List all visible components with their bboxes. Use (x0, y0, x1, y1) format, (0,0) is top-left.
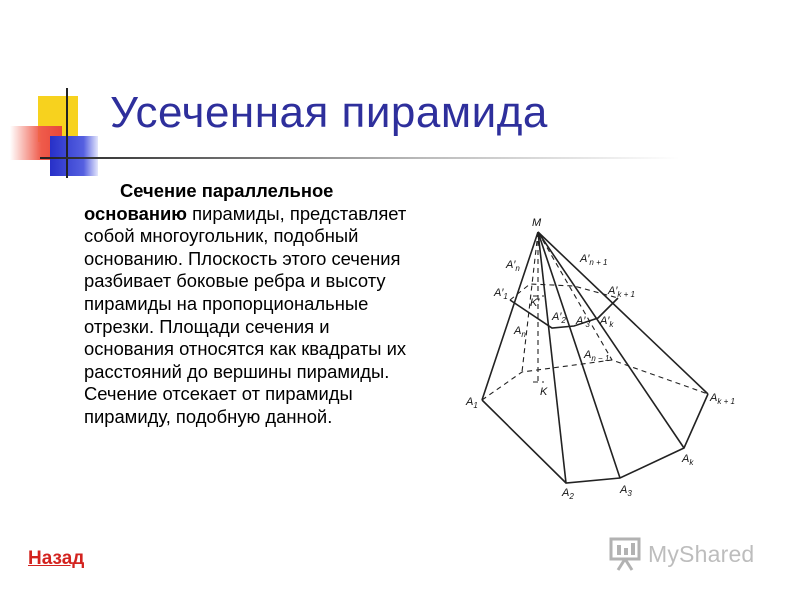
label-k-prime: K′ (530, 297, 540, 309)
pyramid-base-hidden-edge (482, 360, 708, 400)
label-an-minus1: $A_{n - 1}$ (584, 349, 610, 363)
watermark-text: MyShared (648, 541, 755, 567)
label-ak1-prime: $A'_{k + 1}$ (608, 285, 635, 299)
frustum-pyramid-diagram (440, 200, 770, 510)
label-a2: $A_2$ (562, 487, 574, 501)
label-a3-prime: $A'_3$ (576, 315, 590, 329)
label-a1-prime: $A'_1$ (494, 287, 508, 301)
lateral-edge-a2 (538, 232, 566, 483)
label-an: $A_n$ (514, 325, 526, 339)
body-rest-text: пирамиды, представляет собой многоугольник, подобный основанию. Плоскость этого сечения разбивает боковые ребра и высоту пирамиды на пропорциональные отрезки. Площади сечения и основания относятся как квадраты их расстояний до вершины пирамиды. Сечение отсекает от пирамиды пирамиду, подобную данной. (84, 202, 407, 427)
back-link[interactable]: Назад (28, 548, 85, 569)
slide-title: Усеченная пирамида (110, 88, 548, 137)
label-a2-prime: $A'_2$ (552, 311, 566, 325)
pyramid-base-edge (482, 394, 708, 483)
presentation-board-icon (608, 536, 644, 572)
label-an-prime: $A'_n$ (506, 259, 520, 273)
label-m: M (532, 217, 542, 229)
slide-body-text (84, 180, 414, 429)
label-a1: $A_1$ (466, 396, 478, 410)
label-an1-prime: $A'_{n + 1}$ (580, 253, 608, 267)
title-underline (40, 157, 680, 159)
lateral-edge-ak (538, 232, 684, 448)
label-ak-prime: $A'_k$ (600, 315, 614, 329)
decor-vertical-line (66, 88, 68, 178)
lateral-edge-ak1 (538, 232, 708, 394)
label-ak1: $A_{k + 1}$ (710, 392, 735, 406)
label-ak: $A_k$ (682, 453, 694, 467)
myshared-watermark (606, 534, 766, 574)
label-a3: $A_3$ (620, 484, 632, 498)
lateral-edge-a1 (482, 232, 538, 400)
decor-blue-square (50, 136, 98, 176)
body-bold-term: Сечение параллельное основанию (84, 180, 334, 224)
label-k: K (540, 386, 548, 398)
